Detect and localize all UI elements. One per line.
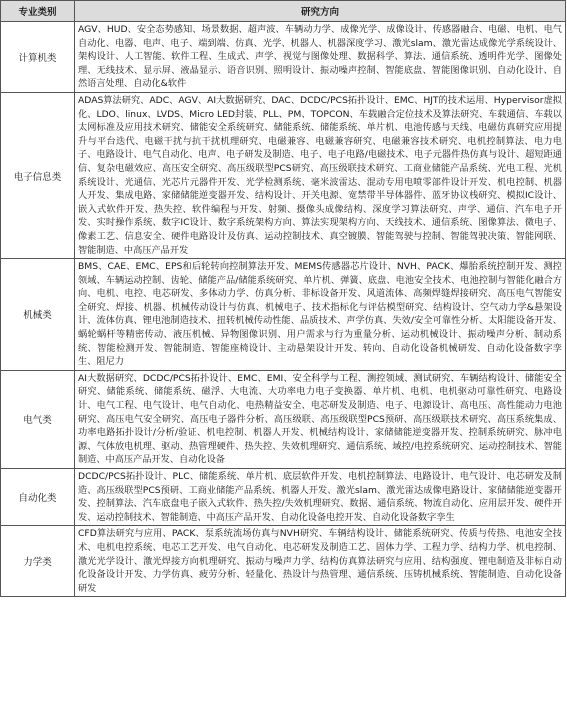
table-row [1,22,566,93]
table-row [1,370,566,468]
table-row [1,92,566,258]
direction-cell: BMS、CAE、EMC、EPS和后轮转向控制算法开发、MEMS传感器芯片设计、NVH、PACK、爆胎系统控制开发、测控领域、车辆运动控制、齿轮、储能产品/储能系统研究、单片机、弹簧、底盘、电池安全技术、电池控制与智能化融合方向、电机、电控、电芯研发、多体动力学、仿真分析、非标设备开发、风道流体、高频焊缝焊接研究、高压电气智能安全研究、焊接、机器、机械传动设计与仿真、机械电子、技术指标化与评估模型研究、结构设计、空气动力学&悬架设计、流体仿真、锂电池制造技术、扭转机械传动性能、品质技术、声学仿真、失效/安全可靠性分析、太阳能设备开发、蜗轮蜗杆等精密传动、液压机械、异物图像识别、用户需求与行为重量分析、运动机械设计、振动噪声分析、制动系统、智能检测开发、智能制造、智能座椅设计、主动悬架设计开发、转向、自动化设备机械研发、自动化设备数字孪生、阻尼力 [75,259,566,371]
table-row [1,469,566,526]
direction-cell: AI大数据研究、DCDC/PCS拓扑设计、EMC、EMI、安全科学与工程、测控领域、测试研究、车辆结构设计、储能安全研究、储能系统、储能系统、磁浮、大电流、大功率电力电子变换器、单片机、电机、电机驱动可靠性研究、电路设计、电气工程、电气设计、电气自动化、电热精益安全、电芯研发及制造、电子、电源设计、高电压、高性能动力电池研究、高压电气安全研究、高压电子器件分析、高压级联、高压级联型PCS预研、高压级联技术研究、高压系统集成、功率电路拓扑设计/分析/验证、机电控制、机器人开发、机械结构设计、家储储能逆变器开发、控制系统研究、脉冲电源、气体放电机理、驱动、热管理硬件、热失控、失效机理研究、通信系统、域控/电控系统研究、运动控制技术、智能制造、中高压产品开发、自动化设备 [75,370,566,468]
category-cell: 计算机类 [1,22,75,93]
category-cell: 自动化类 [1,469,75,526]
direction-cell: AGV、HUD、安全态势感知、场景数据、超声波、车辆动力学、成像光学、成像设计、传感器融合、电磁、电机、电气自动化、电器、电声、电子、端到端、仿真、光学、机器人、机器深度学习、激光slam、激光雷达成像光学系统设计、架构设计、人工智能、软件工程、生成式、声学、视觉与图像处理、数据科学、算法、通信系统、透明件光学、图像处理、无线技术、显示屏、液晶显示、语音识别、照明设计、振动噪声控制、智能底盘、智能图像识别、自动化设计、自然语言处理、自动化&软件 [75,22,566,93]
direction-cell: CFD算法研究与应用、PACK、泵系统流场仿真与NVH研究、车辆结构设计、储能系统研究、传质与传热、电池安全技术、电机电控系统、电芯工艺开发、电气自动化、电芯研发及制造工艺、固体力学、工程力学、结构力学、机电控制、激光光学设计、激光焊接方向机理研究、振动与噪声力学、结构仿真算法研究与应用、结构强度、锂电制造及非标自动化设备设计开发、力学仿真、疲劳分析、轻量化、热设计与热管理、通信系统、压铸机械系统、智能制造、自动化设备研发 [75,526,566,597]
category-cell: 电子信息类 [1,92,75,258]
header-category: 专业类别 [1,1,75,22]
table-row [1,259,566,371]
header-direction: 研究方向 [75,1,566,22]
category-cell: 电气类 [1,370,75,468]
direction-cell: ADAS算法研究、ADC、AGV、AI大数据研究、DAC、DCDC/PCS拓扑设计、EMC、HJT的技术运用、Hypervisor虚拟化、LDO、linux、LVDS、Micro LED封装、PLL、PM、TOPCON、车载融合定位技术及算法研究、车载通信、车载以太网标准及应用技术研究、储能安全系统研究、储能系统、储能系统、单片机、电池传感与天线、电磁仿真研究应用提升与平台迭代、电磁干扰与抗干扰机理研究、电磁兼容、电磁兼容研究、电磁兼容技术研究、电机控制算法、电力电子、电路设计、电气自动化、电声、电子研发及制造、电子、电子电路/电磁技术、电子元器件热仿真与设计、超短距通信、复杂电磁效应、高压安全研究、高压级联型PCS研究、高压级联技术研究、工商业储能产品系统、光电工程、光机系统设计、光通信、光芯片元器件开发、光学检测系统、毫米波雷达、混动专用电喷零部件设计开发、机电控制、机器人开发、集成电路、家储储能逆变器开发、结构设计、开关电源、宽禁带半导体器件、蓝牙协议栈研究、模拟IC设计、嵌入式软件开发、热失控、软件编程与开发、射频、摄像头成像结构、深度学习算法研究、声学、通信、汽车电子开发、实时操作系统、数字IC设计、数字系统架构方向、算法实现架构方向、天线技术、通信系统、图像算法、微电子、像素工艺、信息安全、硬件电路设计及仿真、运动控制技术、真空镀膜、智能驾驶与控制、智能驾驶决策、智能网联、智能制造、中高压产品开发 [75,92,566,258]
category-cell: 力学类 [1,526,75,597]
table-row [1,526,566,597]
category-cell: 机械类 [1,259,75,371]
direction-cell: DCDC/PCS拓扑设计、PLC、储能系统、单片机、底层软件开发、电机控制算法、电路设计、电气设计、电芯研发及制造、高压级联型PCS预研、工商业储能产品系统、机器人开发、激光slam、激光雷达成像电路设计、家储储能逆变器开发、控制算法、汽车底盘电子嵌入式软件、热失控/失效机理研究、数据、通信系统、物流自动化、应用层开发、硬件开发、运动控制技术、智能制造、中高压产品开发、自动化设备电控开发、自动化设备数字孪生 [75,469,566,526]
table-header-row [1,1,566,22]
